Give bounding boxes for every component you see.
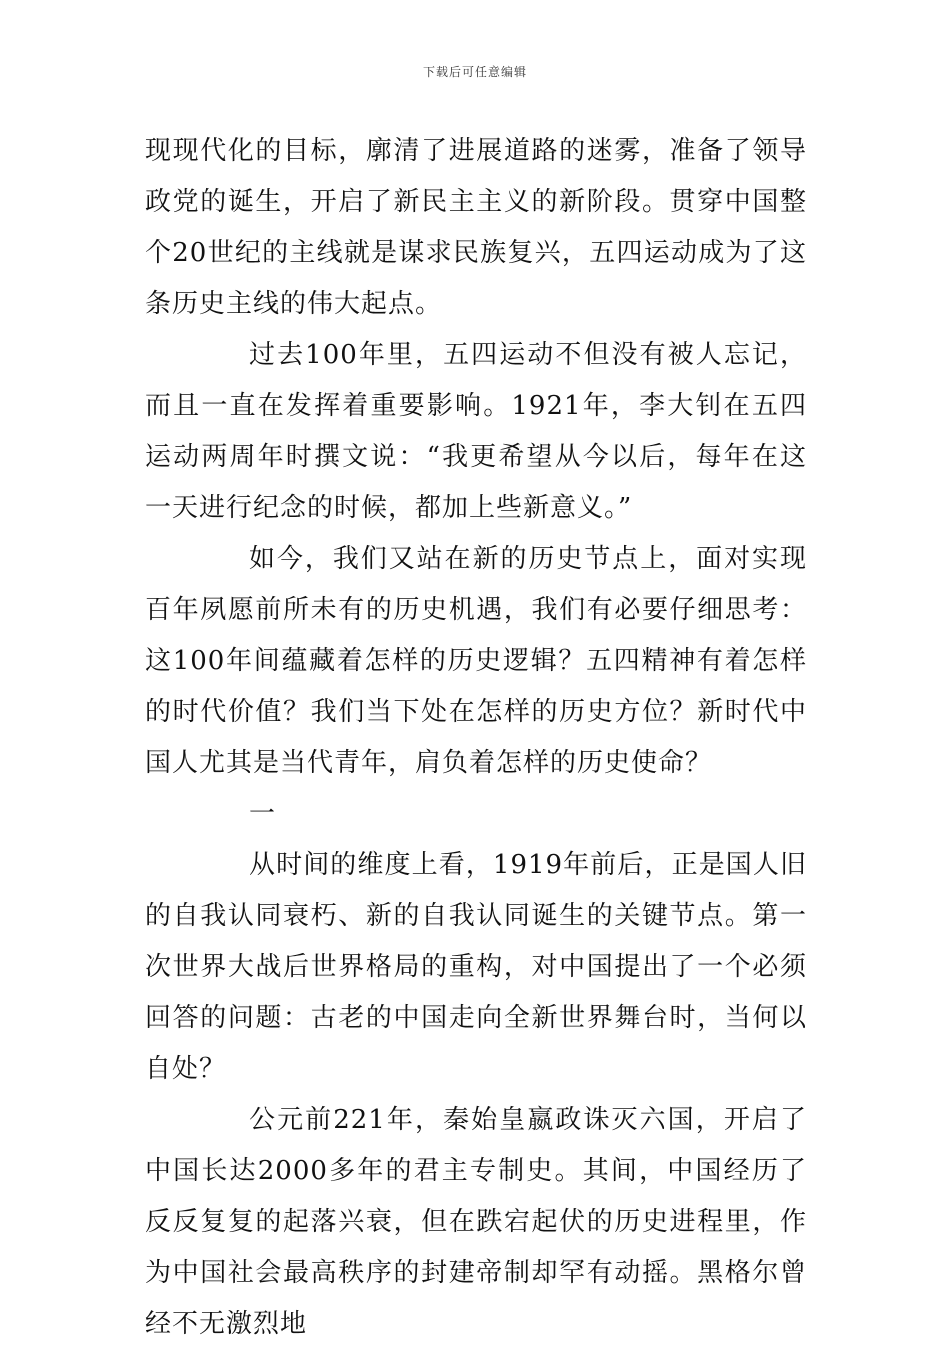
page-header: 下载后可任意编辑 — [422, 65, 527, 79]
paragraph-3: 如今，我们又站在新的历史节点上，面对实现百年夙愿前所未有的历史机遇，我们有必要仔细思考：这100年间蕴藏着怎样的历史逻辑？五四精神有着怎样的时代价值？我们当下处在怎样的历史方位？新时代中国人尤其是当代青年，肩负着怎样的历史使命？ — [145, 544, 807, 778]
paragraph-4: 从时间的维度上看，1919年前后，正是国人旧的自我认同衰朽、新的自我认同诞生的关键节点。第一次世界大战后世界格局的重构，对中国提出了一个必须回答的问题：古老的中国走向全新世界舞台时，当何以自处？ — [145, 850, 807, 1084]
paragraph-2: 过去100年里，五四运动不但没有被人忘记，而且一直在发挥着重要影响。1921年，李大钊在五四运动两周年时撰文说：“我更希望从今以后，每年在这一天进行纪念的时候，都加上些新意义。” — [145, 340, 807, 523]
paragraph-5: 公元前221年，秦始皇嬴政诛灭六国，开启了中国长达2000多年的君主专制史。其间，中国经历了反反复复的起落兴衰，但在跌宕起伏的历史进程里，作为中国社会最高秩序的封建帝制却罕有动摇。黑格尔曾经不无激烈地 — [145, 1105, 807, 1339]
paragraph-1: 现现代化的目标，廓清了进展道路的迷雾，准备了领导政党的诞生，开启了新民主主义的新阶段。贯穿中国整个20世纪的主线就是谋求民族复兴，五四运动成为了这条历史主线的伟大起点。 — [145, 136, 807, 319]
document-body — [145, 126, 807, 1350]
section-heading: 一 — [249, 799, 277, 829]
